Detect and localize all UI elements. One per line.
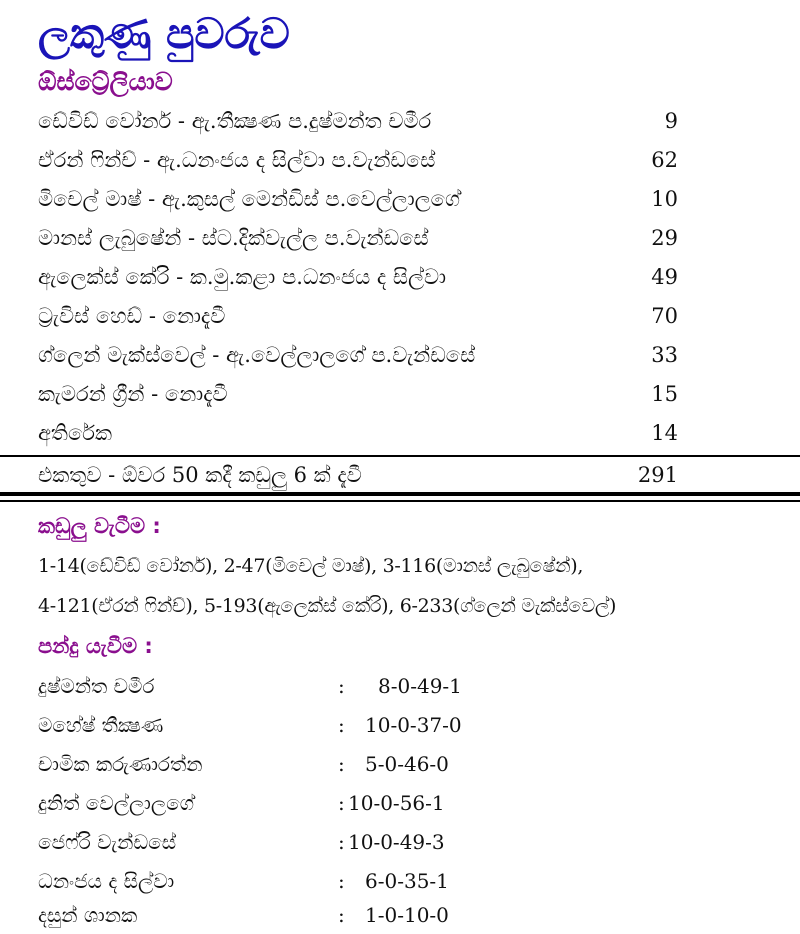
bowling-row bbox=[38, 823, 538, 861]
batter-dismissal: කැමරන් ග්‍රීන් - නොදැවී bbox=[38, 382, 228, 406]
bowling-row bbox=[38, 706, 538, 744]
total-runs: 291 bbox=[637, 463, 678, 487]
fall-of-wickets-heading: කඩුලු වැටීම : bbox=[38, 514, 161, 538]
colon: : bbox=[338, 752, 345, 776]
total-row bbox=[38, 456, 678, 494]
bowler-name: ජෙෆ්රි වැන්ඩසේ bbox=[38, 830, 177, 854]
team-heading: ඕස්ට්‍රේලියාව bbox=[38, 67, 173, 96]
batter-runs: 49 bbox=[651, 265, 678, 289]
colon: : bbox=[338, 830, 345, 854]
batting-row bbox=[38, 258, 678, 296]
batter-dismissal: ග්ලෙන් මැක්ස්වෙල් - ඇ.වෙල්ලාලගේ ප.වැන්ඩසේ bbox=[38, 343, 476, 367]
batter-dismissal: ඒරන් ෆින්ච් - ඇ.ධනංජය ද සිල්වා ප.වැන්ඩසේ bbox=[38, 148, 436, 172]
bowler-figures: 10-0-49-3 bbox=[348, 830, 445, 854]
batter-runs: 70 bbox=[651, 304, 678, 328]
batter-dismissal: මානස් ලැබුෂේන් - ස්ට.දික්වැල්ල ප.වැන්ඩසේ bbox=[38, 226, 429, 250]
bowler-name: දුනිත් වෙල්ලාලගේ bbox=[38, 791, 194, 815]
total-bottom-divider-thin bbox=[0, 500, 800, 502]
batting-row bbox=[38, 219, 678, 257]
batting-row bbox=[38, 102, 678, 140]
fall-of-wickets-line: 4-121(ඒරන් ෆින්ච්), 5-193(ඇලෙක්ස් කේරි), 6-233(ග්ලෙන් මැක්ස්වෙල්) bbox=[38, 595, 617, 617]
bowling-row bbox=[38, 745, 538, 783]
total-label: එකතුව - ඕවර 50 කදී කඩුලු 6 ක් දැවී bbox=[38, 463, 362, 487]
batter-runs: 33 bbox=[651, 343, 678, 367]
bowler-name: ධනංජය ද සිල්වා bbox=[38, 869, 175, 893]
batter-runs: 29 bbox=[651, 226, 678, 250]
bowler-name: දසුන් ශානක bbox=[38, 903, 138, 927]
bowler-figures: 5-0-46-0 bbox=[365, 752, 449, 776]
bowling-row bbox=[38, 896, 538, 934]
bowler-figures: 10-0-56-1 bbox=[348, 791, 445, 815]
batting-row bbox=[38, 180, 678, 218]
batter-runs: 15 bbox=[651, 382, 678, 406]
batting-row bbox=[38, 141, 678, 179]
fall-of-wickets-line: 1-14(ඩේවිඩ් වෝනර්), 2-47(මිචෙල් මාෂ්), 3-116(මානස් ලැබුෂේන්), bbox=[38, 555, 584, 577]
bowling-heading: පන්දු යැවීම : bbox=[38, 634, 153, 658]
extras-row bbox=[38, 414, 678, 452]
bowler-name: දුෂ්මන්ත චමීර bbox=[38, 674, 155, 698]
colon: : bbox=[338, 903, 345, 927]
bowler-figures: 8-0-49-1 bbox=[378, 674, 462, 698]
batter-dismissal: මිචෙල් මාෂ් - ඇ.කුසල් මෙන්ඩිස් ප.වෙල්ලාලගේ bbox=[38, 187, 460, 211]
bowling-row bbox=[38, 862, 538, 900]
batter-dismissal: ඩේවිඩ් වෝනර් - ඇ.තීක්‍ෂණ ප.දුෂ්මන්ත චමීර bbox=[38, 109, 432, 133]
colon: : bbox=[338, 869, 345, 893]
extras-runs: 14 bbox=[651, 421, 678, 445]
bowler-figures: 1-0-10-0 bbox=[365, 903, 449, 927]
colon: : bbox=[338, 791, 345, 815]
batting-row bbox=[38, 297, 678, 335]
batter-dismissal: ඇලෙක්ස් කේරි - ක.මු.කළා ප.ධනංජය ද සිල්වා bbox=[38, 265, 446, 289]
bowling-row bbox=[38, 784, 538, 822]
batting-row bbox=[38, 375, 678, 413]
batter-dismissal: ට්‍රැවිස් හෙඩ් - නොදැවී bbox=[38, 304, 226, 328]
bowler-name: චාමික කරුණාරත්න bbox=[38, 752, 203, 776]
colon: : bbox=[338, 674, 345, 698]
total-bottom-divider bbox=[0, 492, 800, 496]
page-title: ලකුණු පුවරුව bbox=[38, 9, 290, 58]
bowler-figures: 6-0-35-1 bbox=[365, 869, 449, 893]
batter-runs: 9 bbox=[664, 109, 678, 133]
colon: : bbox=[338, 713, 345, 737]
bowling-row bbox=[38, 667, 538, 705]
extras-label: අතිරේක bbox=[38, 421, 113, 445]
batter-runs: 10 bbox=[651, 187, 678, 211]
bowler-name: මහේෂ් තීක්‍ෂණ bbox=[38, 713, 164, 737]
batting-row bbox=[38, 336, 678, 374]
bowler-figures: 10-0-37-0 bbox=[365, 713, 462, 737]
batter-runs: 62 bbox=[651, 148, 678, 172]
